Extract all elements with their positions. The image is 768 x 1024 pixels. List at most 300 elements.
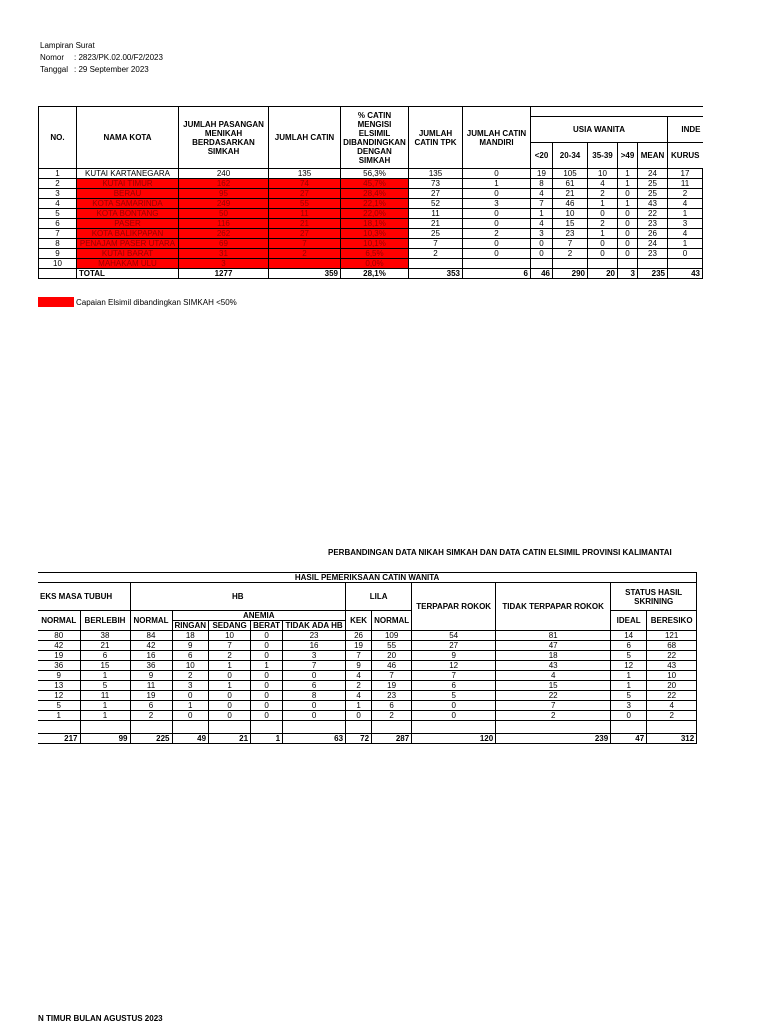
col-indeks-masa-tubuh: EKS MASA TUBUH bbox=[38, 583, 130, 611]
cell-u2034 bbox=[553, 259, 588, 269]
data-cell: 19 bbox=[130, 691, 172, 701]
data-cell: 7 bbox=[283, 661, 346, 671]
col-ringan: RINGAN bbox=[172, 621, 209, 631]
data-cell: 9 bbox=[130, 671, 172, 681]
data-cell: 15 bbox=[496, 681, 611, 691]
data-cell: 18 bbox=[496, 651, 611, 661]
data-cell: 1 bbox=[38, 711, 80, 721]
cell-kota: PENAJAM PASER UTARA bbox=[77, 239, 179, 249]
cell-pasangan: 95 bbox=[179, 189, 269, 199]
data-cell: 4 bbox=[496, 671, 611, 681]
cell-tpk: 11 bbox=[409, 209, 463, 219]
data-cell: 19 bbox=[372, 681, 412, 691]
data-cell: 0 bbox=[412, 701, 496, 711]
cell-mandiri: 2 bbox=[463, 229, 531, 239]
cell-u2034: 23 bbox=[553, 229, 588, 239]
cell-mandiri: 0 bbox=[463, 209, 531, 219]
data-cell: 0 bbox=[283, 671, 346, 681]
table-row bbox=[39, 209, 703, 219]
col-terpapar-rokok: TERPAPAR ROKOK bbox=[412, 583, 496, 631]
col-usia-wanita: USIA WANITA bbox=[531, 117, 668, 143]
cell-u3539: 0 bbox=[588, 239, 618, 249]
col-sedang: SEDANG bbox=[209, 621, 251, 631]
cell-no: 6 bbox=[39, 219, 77, 229]
cell-no: 2 bbox=[39, 179, 77, 189]
data-cell: 27 bbox=[412, 641, 496, 651]
empty-cell bbox=[283, 721, 346, 734]
cell-kota: KUTAI BARAT bbox=[77, 249, 179, 259]
cell-u20: 19 bbox=[531, 169, 553, 179]
cell-kurus: 4 bbox=[668, 199, 703, 209]
col-imt-normal: NORMAL bbox=[38, 611, 80, 631]
col-catin-mandiri: JUMLAH CATIN MANDIRI bbox=[463, 107, 531, 169]
table-row bbox=[39, 179, 703, 189]
data-cell: 0 bbox=[251, 701, 283, 711]
cell-persen: 56,3% bbox=[341, 169, 409, 179]
data-cell: 7 bbox=[346, 651, 372, 661]
cell-tpk: 7 bbox=[409, 239, 463, 249]
data-cell: 11 bbox=[80, 691, 130, 701]
data-cell: 15 bbox=[80, 661, 130, 671]
cell-catin bbox=[269, 259, 341, 269]
cell-no: 10 bbox=[39, 259, 77, 269]
col-indeks: INDE bbox=[668, 117, 703, 143]
cell-mean: 24 bbox=[638, 169, 668, 179]
cell-mean: 43 bbox=[638, 199, 668, 209]
data-cell: 5 bbox=[611, 651, 647, 661]
cell-u2034: 7 bbox=[553, 239, 588, 249]
col-tidak-ada-hb: TIDAK ADA HB bbox=[283, 621, 346, 631]
cell-u49: 0 bbox=[618, 249, 638, 259]
cell-kurus: 4 bbox=[668, 229, 703, 239]
data-cell: 2 bbox=[209, 651, 251, 661]
cell-persen: 28,4% bbox=[341, 189, 409, 199]
section-title: PERBANDINGAN DATA NIKAH SIMKAH DAN DATA CATIN ELSIMIL PROVINSI KALIMANTAI bbox=[328, 548, 672, 557]
table-row bbox=[39, 169, 703, 179]
data-cell: 7 bbox=[496, 701, 611, 711]
cell-u20: 0 bbox=[531, 249, 553, 259]
empty-cell bbox=[251, 721, 283, 734]
data-cell: 22 bbox=[647, 651, 697, 661]
cell-kurus: 17 bbox=[668, 169, 703, 179]
data-cell: 3 bbox=[172, 681, 209, 691]
total-row bbox=[39, 269, 703, 279]
data-cell: 20 bbox=[647, 681, 697, 691]
data-cell: 38 bbox=[80, 631, 130, 641]
cell-u49 bbox=[618, 259, 638, 269]
col-jumlah-catin: JUMLAH CATIN bbox=[269, 107, 341, 169]
total-cell: 99 bbox=[80, 734, 130, 744]
data-cell: 0 bbox=[283, 711, 346, 721]
col-mean: MEAN bbox=[638, 143, 668, 169]
data-cell: 10 bbox=[172, 661, 209, 671]
cell-no: 9 bbox=[39, 249, 77, 259]
cell-u3539: 1 bbox=[588, 229, 618, 239]
table-row bbox=[38, 651, 697, 661]
cell-mean: 22 bbox=[638, 209, 668, 219]
data-cell: 0 bbox=[209, 701, 251, 711]
data-cell: 1 bbox=[611, 671, 647, 681]
cell-kota: KUTAI TIMUR bbox=[77, 179, 179, 189]
data-cell: 6 bbox=[372, 701, 412, 711]
data-cell: 0 bbox=[611, 711, 647, 721]
cell-tpk: 2 bbox=[409, 249, 463, 259]
data-cell: 19 bbox=[346, 641, 372, 651]
cell-mandiri: 0 bbox=[463, 189, 531, 199]
cell-mean bbox=[638, 259, 668, 269]
cell-u3539: 1 bbox=[588, 199, 618, 209]
cell-catin: 55 bbox=[269, 199, 341, 209]
col-lila: LILA bbox=[346, 583, 412, 611]
cell-kurus: 1 bbox=[668, 239, 703, 249]
cell-mandiri: 0 bbox=[463, 219, 531, 229]
total-cell: 6 bbox=[463, 269, 531, 279]
cell-kurus: 0 bbox=[668, 249, 703, 259]
data-cell: 0 bbox=[251, 651, 283, 661]
cell-u20: 4 bbox=[531, 189, 553, 199]
data-cell: 81 bbox=[496, 631, 611, 641]
table-row bbox=[39, 189, 703, 199]
total-cell: 235 bbox=[638, 269, 668, 279]
cell-u49: 1 bbox=[618, 179, 638, 189]
data-cell: 0 bbox=[209, 711, 251, 721]
total-cell: 353 bbox=[409, 269, 463, 279]
empty-cell bbox=[130, 721, 172, 734]
cell-kota: BERAU bbox=[77, 189, 179, 199]
tanggal-value: : 29 September 2023 bbox=[74, 65, 149, 74]
col-berat: BERAT bbox=[251, 621, 283, 631]
empty-cell bbox=[346, 721, 372, 734]
data-cell: 26 bbox=[346, 631, 372, 641]
cell-kurus: 1 bbox=[668, 209, 703, 219]
total-cell: 287 bbox=[372, 734, 412, 744]
cell-mandiri: 3 bbox=[463, 199, 531, 209]
table-row bbox=[38, 691, 697, 701]
cell-u20: 4 bbox=[531, 219, 553, 229]
cell-u3539: 2 bbox=[588, 189, 618, 199]
data-cell: 5 bbox=[38, 701, 80, 711]
data-cell: 5 bbox=[611, 691, 647, 701]
empty-cell bbox=[647, 721, 697, 734]
cell-u2034: 61 bbox=[553, 179, 588, 189]
table-row bbox=[39, 249, 703, 259]
col-anemia: ANEMIA bbox=[172, 611, 346, 621]
cell-tpk bbox=[409, 259, 463, 269]
cell-no: 3 bbox=[39, 189, 77, 199]
cell-catin: 11 bbox=[269, 209, 341, 219]
data-cell: 10 bbox=[209, 631, 251, 641]
data-cell: 4 bbox=[346, 671, 372, 681]
cell-u49: 0 bbox=[618, 189, 638, 199]
data-cell: 6 bbox=[130, 701, 172, 711]
table-row bbox=[39, 219, 703, 229]
total-cell: 1277 bbox=[179, 269, 269, 279]
data-cell: 16 bbox=[130, 651, 172, 661]
data-cell: 0 bbox=[251, 631, 283, 641]
data-cell: 0 bbox=[209, 671, 251, 681]
data-cell: 3 bbox=[611, 701, 647, 711]
data-cell: 6 bbox=[172, 651, 209, 661]
table-row bbox=[39, 239, 703, 249]
empty-cell bbox=[80, 721, 130, 734]
empty-cell bbox=[611, 721, 647, 734]
cell-u20: 0 bbox=[531, 239, 553, 249]
cell-pasangan: 162 bbox=[179, 179, 269, 189]
col-hb: HB bbox=[130, 583, 346, 611]
total-cell: 72 bbox=[346, 734, 372, 744]
cell-no: 5 bbox=[39, 209, 77, 219]
cell-tpk: 21 bbox=[409, 219, 463, 229]
cell-kurus: 2 bbox=[668, 189, 703, 199]
cell-u2034: 105 bbox=[553, 169, 588, 179]
footer-title: N TIMUR BULAN AGUSTUS 2023 bbox=[38, 1014, 163, 1023]
data-cell: 0 bbox=[251, 681, 283, 691]
data-cell: 16 bbox=[283, 641, 346, 651]
data-cell: 42 bbox=[38, 641, 80, 651]
cell-kota: MAHAKAM ULU bbox=[77, 259, 179, 269]
data-cell: 2 bbox=[130, 711, 172, 721]
table-row bbox=[38, 701, 697, 711]
data-cell: 109 bbox=[372, 631, 412, 641]
cell-u3539: 4 bbox=[588, 179, 618, 189]
cell-u49: 0 bbox=[618, 209, 638, 219]
cell-kota: KOTA SAMARINDA bbox=[77, 199, 179, 209]
total-cell: 20 bbox=[588, 269, 618, 279]
data-cell: 0 bbox=[172, 711, 209, 721]
data-cell: 7 bbox=[372, 671, 412, 681]
cell-u49: 0 bbox=[618, 229, 638, 239]
data-cell: 36 bbox=[130, 661, 172, 671]
data-cell: 1 bbox=[80, 671, 130, 681]
data-cell: 9 bbox=[38, 671, 80, 681]
table-row bbox=[39, 199, 703, 209]
total-cell: 312 bbox=[647, 734, 697, 744]
cell-u3539: 10 bbox=[588, 169, 618, 179]
total-cell: 225 bbox=[130, 734, 172, 744]
col-lila-normal: NORMAL bbox=[372, 611, 412, 631]
data-cell: 13 bbox=[38, 681, 80, 691]
data-cell: 18 bbox=[172, 631, 209, 641]
data-cell: 1 bbox=[251, 661, 283, 671]
data-cell: 21 bbox=[80, 641, 130, 651]
total-cell: 217 bbox=[38, 734, 80, 744]
cell-u2034: 46 bbox=[553, 199, 588, 209]
data-cell: 55 bbox=[372, 641, 412, 651]
table-row bbox=[38, 631, 697, 641]
col-usia-20-34: 20-34 bbox=[553, 143, 588, 169]
total-cell: 290 bbox=[553, 269, 588, 279]
data-cell: 2 bbox=[496, 711, 611, 721]
cell-kurus: 11 bbox=[668, 179, 703, 189]
hasil-pemeriksaan-header: HASIL PEMERIKSAAN CATIN WANITA bbox=[38, 573, 697, 583]
cell-pasangan: 262 bbox=[179, 229, 269, 239]
cell-pasangan: 31 bbox=[179, 249, 269, 259]
data-cell: 0 bbox=[251, 671, 283, 681]
table-row bbox=[38, 681, 697, 691]
cell-tpk: 25 bbox=[409, 229, 463, 239]
data-cell: 10 bbox=[647, 671, 697, 681]
cell-kota: KOTA BALIKPAPAN bbox=[77, 229, 179, 239]
cell-u2034: 15 bbox=[553, 219, 588, 229]
empty-cell bbox=[496, 721, 611, 734]
data-cell: 20 bbox=[372, 651, 412, 661]
data-cell: 68 bbox=[647, 641, 697, 651]
data-cell: 80 bbox=[38, 631, 80, 641]
data-cell: 19 bbox=[38, 651, 80, 661]
data-cell: 6 bbox=[611, 641, 647, 651]
data-cell: 54 bbox=[412, 631, 496, 641]
col-usia-35-39: 35-39 bbox=[588, 143, 618, 169]
col-ideal: IDEAL bbox=[611, 611, 647, 631]
col-status-skrining: STATUS HASIL SKRINING bbox=[611, 583, 697, 611]
cell-u49: 1 bbox=[618, 169, 638, 179]
data-cell: 47 bbox=[496, 641, 611, 651]
total-cell: 239 bbox=[496, 734, 611, 744]
total-cell: 63 bbox=[283, 734, 346, 744]
cell-pasangan: 69 bbox=[179, 239, 269, 249]
cell-pasangan: 116 bbox=[179, 219, 269, 229]
data-cell: 84 bbox=[130, 631, 172, 641]
empty-cell bbox=[172, 721, 209, 734]
total-cell: 1 bbox=[251, 734, 283, 744]
data-cell: 6 bbox=[412, 681, 496, 691]
cell-mean: 25 bbox=[638, 189, 668, 199]
cell-u20 bbox=[531, 259, 553, 269]
cell-persen: 10,1% bbox=[341, 239, 409, 249]
data-cell: 12 bbox=[412, 661, 496, 671]
cell-mandiri: 1 bbox=[463, 179, 531, 189]
cell-tpk: 135 bbox=[409, 169, 463, 179]
total-cell: 46 bbox=[531, 269, 553, 279]
data-cell: 3 bbox=[283, 651, 346, 661]
table-row bbox=[38, 641, 697, 651]
total-cell: 47 bbox=[611, 734, 647, 744]
data-cell: 1 bbox=[209, 681, 251, 691]
cell-u3539 bbox=[588, 259, 618, 269]
cell-u3539: 2 bbox=[588, 219, 618, 229]
col-jumlah-pasangan: JUMLAH PASANGAN MENIKAH BERDASARKAN SIMKAH bbox=[179, 107, 269, 169]
cell-no: 1 bbox=[39, 169, 77, 179]
data-cell: 1 bbox=[172, 701, 209, 711]
cell-pasangan: 50 bbox=[179, 209, 269, 219]
data-cell: 0 bbox=[412, 711, 496, 721]
data-cell: 2 bbox=[372, 711, 412, 721]
cell-u20: 1 bbox=[531, 209, 553, 219]
nomor-label: Nomor bbox=[40, 53, 65, 62]
col-usia-under20: <20 bbox=[531, 143, 553, 169]
empty-cell bbox=[412, 721, 496, 734]
data-cell: 23 bbox=[283, 631, 346, 641]
col-beresiko: BERESIKO bbox=[647, 611, 697, 631]
cell-persen: 18,1% bbox=[341, 219, 409, 229]
cell-kurus bbox=[668, 259, 703, 269]
col-hb-normal: NORMAL bbox=[130, 611, 172, 631]
data-cell: 0 bbox=[172, 691, 209, 701]
data-cell: 23 bbox=[372, 691, 412, 701]
col-catin-tpk: JUMLAH CATIN TPK bbox=[409, 107, 463, 169]
data-cell: 22 bbox=[647, 691, 697, 701]
data-cell: 0 bbox=[251, 711, 283, 721]
cell-persen: 10,3% bbox=[341, 229, 409, 239]
cell-u49: 0 bbox=[618, 239, 638, 249]
cell-u2034: 21 bbox=[553, 189, 588, 199]
data-cell: 2 bbox=[346, 681, 372, 691]
tanggal-label: Tanggal bbox=[40, 65, 69, 74]
cell-mean: 23 bbox=[638, 249, 668, 259]
data-cell: 1 bbox=[80, 701, 130, 711]
data-cell: 11 bbox=[130, 681, 172, 691]
cell-no: 8 bbox=[39, 239, 77, 249]
table-row bbox=[38, 711, 697, 721]
cell-persen: 6,5% bbox=[341, 249, 409, 259]
cell-tpk: 27 bbox=[409, 189, 463, 199]
total-cell: 359 bbox=[269, 269, 341, 279]
col-usia-over49: >49 bbox=[618, 143, 638, 169]
letter-header bbox=[40, 40, 163, 76]
data-cell: 43 bbox=[647, 661, 697, 671]
cell-mean: 26 bbox=[638, 229, 668, 239]
data-cell: 1 bbox=[346, 701, 372, 711]
legend bbox=[38, 297, 237, 307]
cell-mean: 25 bbox=[638, 179, 668, 189]
data-cell: 9 bbox=[412, 651, 496, 661]
total-cell: 21 bbox=[209, 734, 251, 744]
data-cell: 2 bbox=[647, 711, 697, 721]
data-cell: 5 bbox=[80, 681, 130, 691]
data-cell: 6 bbox=[80, 651, 130, 661]
empty-cell bbox=[38, 721, 80, 734]
cell-kota: KOTA BONTANG bbox=[77, 209, 179, 219]
data-cell: 12 bbox=[611, 661, 647, 671]
cell-u49: 0 bbox=[618, 219, 638, 229]
cell-u3539: 0 bbox=[588, 209, 618, 219]
data-cell: 0 bbox=[346, 711, 372, 721]
data-cell: 7 bbox=[209, 641, 251, 651]
cell-kurus: 3 bbox=[668, 219, 703, 229]
col-kurus: KURUS bbox=[668, 143, 703, 169]
cell-u2034: 2 bbox=[553, 249, 588, 259]
table-row bbox=[39, 259, 703, 269]
data-cell: 2 bbox=[172, 671, 209, 681]
data-cell: 4 bbox=[346, 691, 372, 701]
data-cell: 42 bbox=[130, 641, 172, 651]
cell-catin: 21 bbox=[269, 219, 341, 229]
cell-pasangan: 3 bbox=[179, 259, 269, 269]
cell-catin: 135 bbox=[269, 169, 341, 179]
data-cell: 12 bbox=[38, 691, 80, 701]
table-row bbox=[38, 661, 697, 671]
total-cell: 43 bbox=[668, 269, 703, 279]
data-cell: 121 bbox=[647, 631, 697, 641]
total-cell bbox=[39, 269, 77, 279]
nomor-value: : 2823/PK.02.00/F2/2023 bbox=[74, 53, 163, 62]
col-tidak-terpapar-rokok: TIDAK TERPAPAR ROKOK bbox=[496, 583, 611, 631]
cell-kota: KUTAI KARTANEGARA bbox=[77, 169, 179, 179]
data-cell: 4 bbox=[647, 701, 697, 711]
cell-catin: 7 bbox=[269, 239, 341, 249]
table-row bbox=[39, 229, 703, 239]
col-persen-catin: % CATIN MENGISI ELSIMIL DIBANDINGKAN DENGAN SIMKAH bbox=[341, 107, 409, 169]
data-cell: 1 bbox=[80, 711, 130, 721]
col-imt-berlebih: BERLEBIH bbox=[80, 611, 130, 631]
col-nama-kota: NAMA KOTA bbox=[77, 107, 179, 169]
empty-cell bbox=[209, 721, 251, 734]
data-cell: 0 bbox=[283, 701, 346, 711]
cell-persen: 22,0% bbox=[341, 209, 409, 219]
catin-summary-table bbox=[38, 106, 703, 279]
cell-u20: 7 bbox=[531, 199, 553, 209]
col-kek: KEK bbox=[346, 611, 372, 631]
